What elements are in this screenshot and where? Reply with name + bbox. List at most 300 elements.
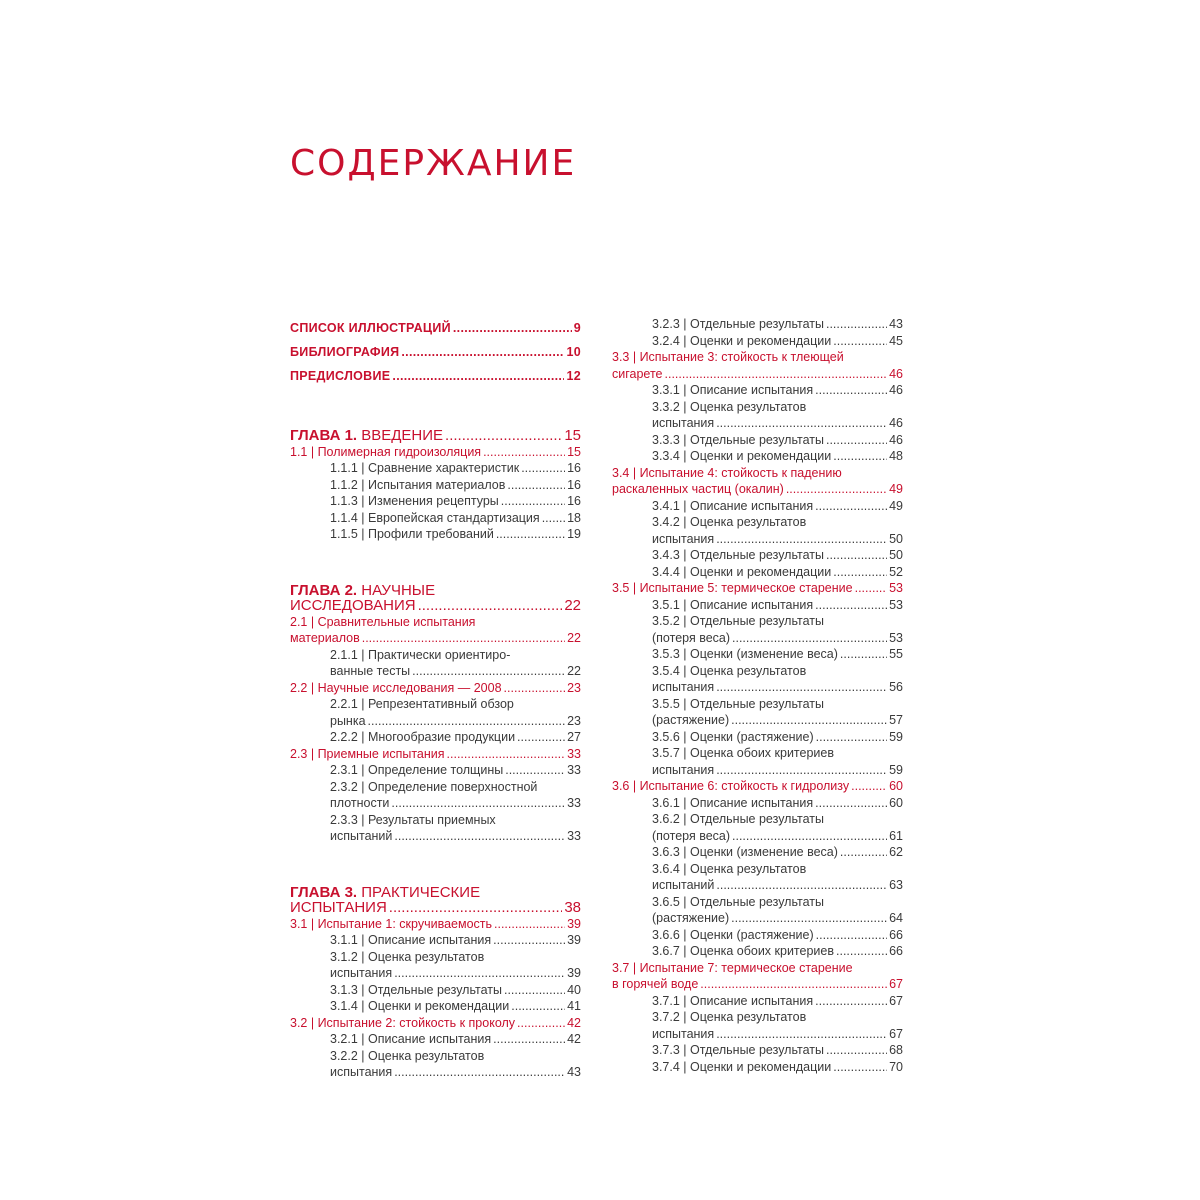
page-number: 70 <box>889 1059 903 1074</box>
toc-line <box>652 729 903 746</box>
page-number: 40 <box>567 982 581 997</box>
toc-line <box>652 877 903 894</box>
toc-subsection[interactable] <box>612 1009 903 1042</box>
page-number: 38 <box>564 899 581 916</box>
toc-entry-title: ИСПЫТАНИЯ <box>290 899 387 916</box>
toc-subsection[interactable] <box>612 432 903 449</box>
toc-subsection[interactable] <box>612 498 903 515</box>
toc-line <box>330 729 581 746</box>
toc-subsection[interactable] <box>612 811 903 844</box>
dot-leader <box>816 927 887 944</box>
page-number: 46 <box>889 432 903 447</box>
toc-entry-title: ванные тесты <box>330 664 411 678</box>
toc-subsection[interactable] <box>290 729 581 746</box>
toc-line <box>290 583 581 599</box>
toc-subsection[interactable] <box>612 514 903 547</box>
dot-leader <box>732 630 887 647</box>
toc-line <box>290 900 581 916</box>
toc-subsection[interactable] <box>290 477 581 494</box>
toc-line <box>652 679 903 696</box>
dot-leader <box>731 910 887 927</box>
toc-line <box>330 1048 581 1065</box>
toc-line <box>330 965 581 982</box>
toc-line <box>652 844 903 861</box>
toc-entry-title: 3.6.6 | Оценки (растяжение) <box>652 927 814 942</box>
toc-entry-title: 3.4.2 | Оценка результатов <box>652 515 807 529</box>
dot-leader <box>453 316 572 340</box>
toc-subsection[interactable] <box>612 861 903 894</box>
toc-line <box>290 598 581 614</box>
page-number: 53 <box>889 597 903 612</box>
toc-entry-title: 1.1.3 | Изменения рецептуры <box>330 494 499 508</box>
toc-entry-title <box>290 885 480 901</box>
toc-entry-title: 1.1.5 | Профили требований <box>330 527 494 541</box>
toc-line <box>652 894 903 911</box>
dot-leader <box>394 828 565 845</box>
toc-entry-title: 3.1.3 | Отдельные результаты <box>330 982 502 997</box>
page-number: 12 <box>566 369 581 383</box>
toc-chapter[interactable] <box>290 583 581 614</box>
toc-entry-title: 3.7.1 | Описание испытания <box>652 993 814 1008</box>
toc-subsection[interactable] <box>612 316 903 333</box>
toc-entry-title: в горячей воде <box>612 977 699 991</box>
toc-section[interactable] <box>290 680 581 697</box>
toc-entry-title: 2.2.2 | Многообразие продукции <box>330 730 516 744</box>
toc-section[interactable] <box>612 778 903 795</box>
toc-entry-title: испытания <box>652 680 715 694</box>
dot-leader <box>815 993 887 1010</box>
toc-entry-title: 3.2 | Испытание 2: стойкость к проколу <box>290 1015 516 1030</box>
toc-entry-title: 1.1.2 | Испытания материалов <box>330 477 506 492</box>
toc-subsection[interactable] <box>612 729 903 746</box>
toc-line <box>652 498 903 515</box>
toc-entry-title: 3.5.2 | Отдельные результаты <box>652 614 824 628</box>
toc-section[interactable] <box>290 916 581 933</box>
page-number: 23 <box>567 680 581 695</box>
toc-line <box>652 861 903 878</box>
toc-line <box>652 1042 903 1059</box>
dot-leader <box>815 382 887 399</box>
toc-line <box>290 1015 581 1032</box>
toc-line <box>330 982 581 999</box>
toc-subsection[interactable] <box>290 1031 581 1048</box>
page-number: 53 <box>889 581 903 595</box>
page-number: 16 <box>567 461 581 475</box>
dot-leader <box>517 1015 565 1032</box>
toc-entry-title: испытания <box>652 416 715 430</box>
toc-subsection[interactable] <box>612 399 903 432</box>
toc-entry-title: сигарете <box>612 366 663 381</box>
dot-leader <box>826 547 887 564</box>
toc-entry-title: 1.1.4 | Европейская стандартизация <box>330 510 540 525</box>
toc-line <box>330 493 581 510</box>
page-number: 48 <box>889 449 903 463</box>
toc-subsection[interactable] <box>290 510 581 527</box>
toc-entry-title: материалов <box>290 631 360 645</box>
toc-entry-title: рынка <box>330 713 366 728</box>
page-number: 67 <box>889 993 903 1008</box>
dot-leader <box>826 1042 887 1059</box>
toc-entry-title: 3.2.2 | Оценка результатов <box>330 1048 485 1063</box>
toc-line <box>330 932 581 949</box>
toc-line <box>612 366 903 383</box>
page-number: 16 <box>567 494 581 508</box>
dot-leader <box>833 1059 887 1076</box>
dot-leader <box>418 598 563 614</box>
spacer <box>290 388 581 428</box>
dot-leader <box>394 1064 565 1081</box>
toc-entry-title: плотности <box>330 796 390 810</box>
dot-leader <box>447 746 566 763</box>
toc-subsection[interactable] <box>290 949 581 982</box>
toc-subsection[interactable] <box>612 333 903 350</box>
page-title: СОДЕРЖАНИЕ <box>290 143 577 184</box>
toc-line <box>330 812 581 829</box>
toc-entry-title: 3.7.4 | Оценки и рекомендации <box>652 1059 832 1074</box>
toc-subsection[interactable] <box>612 597 903 614</box>
toc-subsection[interactable] <box>290 982 581 999</box>
toc-entry-title: ПРЕДИСЛОВИЕ <box>290 369 391 383</box>
toc-subsection[interactable] <box>290 526 581 543</box>
dot-leader <box>815 498 887 515</box>
toc-entry-title: испытания <box>652 531 715 546</box>
page-number: 15 <box>567 444 581 459</box>
toc-line <box>652 432 903 449</box>
toc-section[interactable] <box>612 960 903 993</box>
page-number: 67 <box>889 977 903 991</box>
toc-entry-title: 3.5.5 | Отдельные результаты <box>652 696 824 711</box>
toc-entry-title: (растяжение) <box>652 713 730 727</box>
toc-subsection[interactable] <box>290 647 581 680</box>
toc-line <box>290 680 581 697</box>
toc-entry-title: СПИСОК ИЛЛЮСТРАЦИЙ <box>290 321 451 335</box>
toc-entry-title: испытания <box>652 762 715 777</box>
page-number: 59 <box>889 729 903 744</box>
toc-line <box>652 547 903 564</box>
dot-leader <box>542 510 565 527</box>
chapter-number: ГЛАВА 1. <box>290 427 362 444</box>
toc-subsection[interactable] <box>612 844 903 861</box>
toc-line <box>652 382 903 399</box>
toc-line <box>612 580 903 597</box>
toc-line <box>330 526 581 543</box>
page-number: 50 <box>889 531 903 546</box>
toc-line <box>652 745 903 762</box>
dot-leader <box>493 932 565 949</box>
toc-right-column <box>612 316 903 1075</box>
toc-subsection[interactable] <box>612 547 903 564</box>
toc-chapter[interactable] <box>290 428 581 444</box>
dot-leader <box>505 762 565 779</box>
toc-line <box>652 646 903 663</box>
toc-entry-title: 3.3.4 | Оценки и рекомендации <box>652 449 832 463</box>
toc-front-item[interactable] <box>290 364 581 388</box>
toc-line <box>290 630 581 647</box>
toc-entry-title: 3.5.1 | Описание испытания <box>652 597 814 612</box>
toc-line <box>330 460 581 477</box>
toc-line <box>290 916 581 933</box>
page-number: 57 <box>889 713 903 727</box>
spacer <box>290 845 581 885</box>
toc-entry-title: 2.3.1 | Определение толщины <box>330 763 504 777</box>
toc-line <box>330 828 581 845</box>
toc-entry-title: 3.2.1 | Описание испытания <box>330 1032 492 1046</box>
toc-line <box>652 613 903 630</box>
page-number: 39 <box>567 933 581 947</box>
toc-line <box>652 910 903 927</box>
toc-section[interactable] <box>612 349 903 382</box>
toc-entry-title: 3.3.3 | Отдельные результаты <box>652 432 824 447</box>
toc-entry-title: 1.1 | Полимерная гидроизоляция <box>290 444 482 459</box>
page-number: 23 <box>567 713 581 728</box>
toc-line <box>330 1031 581 1048</box>
toc-line <box>652 696 903 713</box>
toc-entry-title: 3.2.4 | Оценки и рекомендации <box>652 333 832 348</box>
page-number: 18 <box>567 510 581 525</box>
page-number: 68 <box>889 1043 903 1057</box>
toc-entry-title: 3.5 | Испытание 5: термическое старение <box>612 581 853 595</box>
dot-leader <box>389 900 563 916</box>
toc-subsection[interactable] <box>290 460 581 477</box>
dot-leader <box>401 340 564 364</box>
toc-subsection[interactable] <box>612 613 903 646</box>
toc-line <box>290 364 581 388</box>
toc-entry-title: 1.1.1 | Сравнение характеристик <box>330 461 520 475</box>
dot-leader <box>494 916 565 933</box>
toc-entry-title: 3.2.3 | Отдельные результаты <box>652 317 824 331</box>
toc-subsection[interactable] <box>612 943 903 960</box>
toc-subsection[interactable] <box>290 779 581 812</box>
toc-entry-title: 2.3.2 | Определение поверхностной <box>330 779 538 794</box>
toc-front-item[interactable] <box>290 316 581 340</box>
dot-leader <box>392 364 564 388</box>
toc-subsection[interactable] <box>612 745 903 778</box>
toc-entry-title: 3.1.1 | Описание испытания <box>330 933 492 947</box>
dot-leader <box>362 630 565 647</box>
page-number: 39 <box>567 966 581 980</box>
toc-front-item[interactable] <box>290 340 581 364</box>
dot-leader <box>732 828 887 845</box>
page-number: 33 <box>567 796 581 810</box>
dot-leader <box>716 415 887 432</box>
toc-entry-title: 3.1 | Испытание 1: скручиваемость <box>290 916 493 931</box>
toc-section[interactable] <box>612 465 903 498</box>
toc-line <box>290 444 581 461</box>
dot-leader <box>493 1031 565 1048</box>
toc-line <box>330 795 581 812</box>
page-number: 42 <box>567 1015 581 1030</box>
toc-subsection[interactable] <box>612 382 903 399</box>
toc-subsection[interactable] <box>612 1059 903 1076</box>
toc-entry-title: (потеря веса) <box>652 828 731 843</box>
spacer <box>290 543 581 583</box>
toc-chapter[interactable] <box>290 885 581 916</box>
toc-entry-title: 2.3.3 | Результаты приемных <box>330 812 496 827</box>
dot-leader <box>836 943 887 960</box>
dot-leader <box>731 712 887 729</box>
toc-subsection[interactable] <box>290 696 581 729</box>
dot-leader <box>833 333 887 350</box>
toc-subsection[interactable] <box>612 927 903 944</box>
page-number: 46 <box>889 366 903 381</box>
page-number: 50 <box>889 548 903 562</box>
toc-subsection[interactable] <box>612 795 903 812</box>
toc-line <box>652 1026 903 1043</box>
toc-line <box>652 663 903 680</box>
toc-entry-title: 3.1.4 | Оценки и рекомендации <box>330 999 510 1013</box>
toc-entry-title: 2.2.1 | Репрезентативный обзор <box>330 697 514 711</box>
toc-line <box>612 481 903 498</box>
toc-line <box>652 531 903 548</box>
toc-entry-title: 3.6.7 | Оценка обоих критериев <box>652 944 834 958</box>
toc-subsection[interactable] <box>290 932 581 949</box>
toc-entry-title: 3.6.1 | Описание испытания <box>652 795 814 810</box>
dot-leader <box>833 564 887 581</box>
toc-line <box>612 976 903 993</box>
page-number: 53 <box>889 630 903 645</box>
toc-entry-title: (растяжение) <box>652 911 730 925</box>
toc-line <box>290 614 581 631</box>
toc-entry-title <box>290 428 443 444</box>
toc-entry-title: 3.7 | Испытание 7: термическое старение <box>612 960 853 975</box>
toc-entry-title: испытания <box>330 966 393 980</box>
page-number: 33 <box>567 763 581 777</box>
toc-line <box>330 779 581 796</box>
page-number: 49 <box>889 482 903 496</box>
toc-line <box>652 795 903 812</box>
chapter-number: ГЛАВА 3. <box>290 883 362 901</box>
toc-entry-title: 3.7.2 | Оценка результатов <box>652 1010 807 1024</box>
toc-line <box>652 828 903 845</box>
toc-entry-title: 3.4.4 | Оценки и рекомендации <box>652 564 832 579</box>
dot-leader <box>483 444 565 461</box>
toc-entry-title: 3.5.4 | Оценка результатов <box>652 663 807 678</box>
toc-subsection[interactable] <box>612 894 903 927</box>
dot-leader <box>815 597 887 614</box>
dot-leader <box>511 998 565 1015</box>
page-number: 19 <box>567 527 581 541</box>
toc-subsection[interactable] <box>612 564 903 581</box>
toc-entry-title: 3.7.3 | Отдельные результаты <box>652 1043 824 1057</box>
toc-entry-title: 3.3 | Испытание 3: стойкость к тлеющей <box>612 350 844 364</box>
toc-subsection[interactable] <box>290 1048 581 1081</box>
page-number: 27 <box>567 730 581 744</box>
dot-leader <box>716 679 887 696</box>
dot-leader <box>665 366 888 383</box>
toc-subsection[interactable] <box>290 762 581 779</box>
dot-leader <box>504 680 566 697</box>
toc-section[interactable] <box>290 1015 581 1032</box>
page-number: 66 <box>889 944 903 958</box>
toc-subsection[interactable] <box>612 663 903 696</box>
page-number: 49 <box>889 498 903 513</box>
toc-line <box>290 340 581 364</box>
toc-line <box>652 712 903 729</box>
toc-subsection[interactable] <box>612 1042 903 1059</box>
toc-line <box>652 943 903 960</box>
toc-entry-title: 3.1.2 | Оценка результатов <box>330 949 485 964</box>
toc-line <box>330 762 581 779</box>
toc-entry-title: 3.3.1 | Описание испытания <box>652 383 814 397</box>
toc-section[interactable] <box>612 580 903 597</box>
toc-entry-title: испытаний <box>652 878 715 892</box>
toc-subsection[interactable] <box>612 993 903 1010</box>
toc-subsection[interactable] <box>290 812 581 845</box>
dot-leader <box>716 762 887 779</box>
dot-leader <box>833 448 887 465</box>
toc-line <box>290 316 581 340</box>
dot-leader <box>507 477 565 494</box>
dot-leader <box>826 316 887 333</box>
toc-subsection[interactable] <box>612 696 903 729</box>
toc-line <box>652 1009 903 1026</box>
toc-line <box>330 477 581 494</box>
toc-subsection[interactable] <box>290 998 581 1015</box>
toc-section[interactable] <box>290 444 581 461</box>
toc-entry-title: 3.5.6 | Оценки (растяжение) <box>652 729 814 744</box>
toc-entry-title <box>290 583 435 599</box>
toc-subsection[interactable] <box>612 448 903 465</box>
dot-leader <box>826 432 887 449</box>
chapter-title: ПРАКТИЧЕСКИЕ <box>361 883 481 901</box>
toc-entry-title: 2.1 | Сравнительные испытания <box>290 614 476 629</box>
toc-entry-title: 3.5.3 | Оценки (изменение веса) <box>652 647 838 661</box>
dot-leader <box>716 1026 887 1043</box>
chapter-number: ГЛАВА 2. <box>290 581 362 599</box>
toc-line <box>290 746 581 763</box>
dot-leader <box>851 778 887 795</box>
page-number: 61 <box>889 828 903 843</box>
toc-entry-title: 3.4.3 | Отдельные результаты <box>652 548 824 562</box>
dot-leader <box>501 493 565 510</box>
page-number: 56 <box>889 680 903 694</box>
toc-line <box>652 514 903 531</box>
page-number: 10 <box>566 345 581 359</box>
page-number: 60 <box>889 779 903 793</box>
toc-subsection[interactable] <box>290 493 581 510</box>
toc-line <box>330 998 581 1015</box>
page-number: 33 <box>567 829 581 843</box>
page-number: 43 <box>889 317 903 331</box>
toc-entry-title: 3.6.5 | Отдельные результаты <box>652 894 824 909</box>
toc-line <box>652 448 903 465</box>
page-number: 52 <box>889 564 903 579</box>
dot-leader <box>445 428 562 444</box>
toc-line <box>652 993 903 1010</box>
toc-line <box>652 564 903 581</box>
toc-entry-title: (потеря веса) <box>652 630 731 645</box>
toc-subsection[interactable] <box>612 646 903 663</box>
toc-entry-title: 3.6 | Испытание 6: стойкость к гидролизу <box>612 779 850 793</box>
toc-section[interactable] <box>290 614 581 647</box>
dot-leader <box>394 965 565 982</box>
dot-leader <box>840 844 887 861</box>
toc-line <box>330 647 581 664</box>
toc-entry-title: испытания <box>330 1065 393 1079</box>
page-number: 33 <box>567 746 581 761</box>
page-number: 67 <box>889 1026 903 1041</box>
toc-section[interactable] <box>290 746 581 763</box>
page-number: 63 <box>889 878 903 892</box>
toc-entry-title: испытания <box>652 1026 715 1041</box>
page-number: 55 <box>889 647 903 661</box>
dot-leader <box>786 481 887 498</box>
dot-leader <box>700 976 887 993</box>
toc-entry-title: 3.4.1 | Описание испытания <box>652 498 814 513</box>
toc-entry-title: 3.3.2 | Оценка результатов <box>652 399 807 414</box>
dot-leader <box>504 982 565 999</box>
page-number: 43 <box>567 1065 581 1079</box>
